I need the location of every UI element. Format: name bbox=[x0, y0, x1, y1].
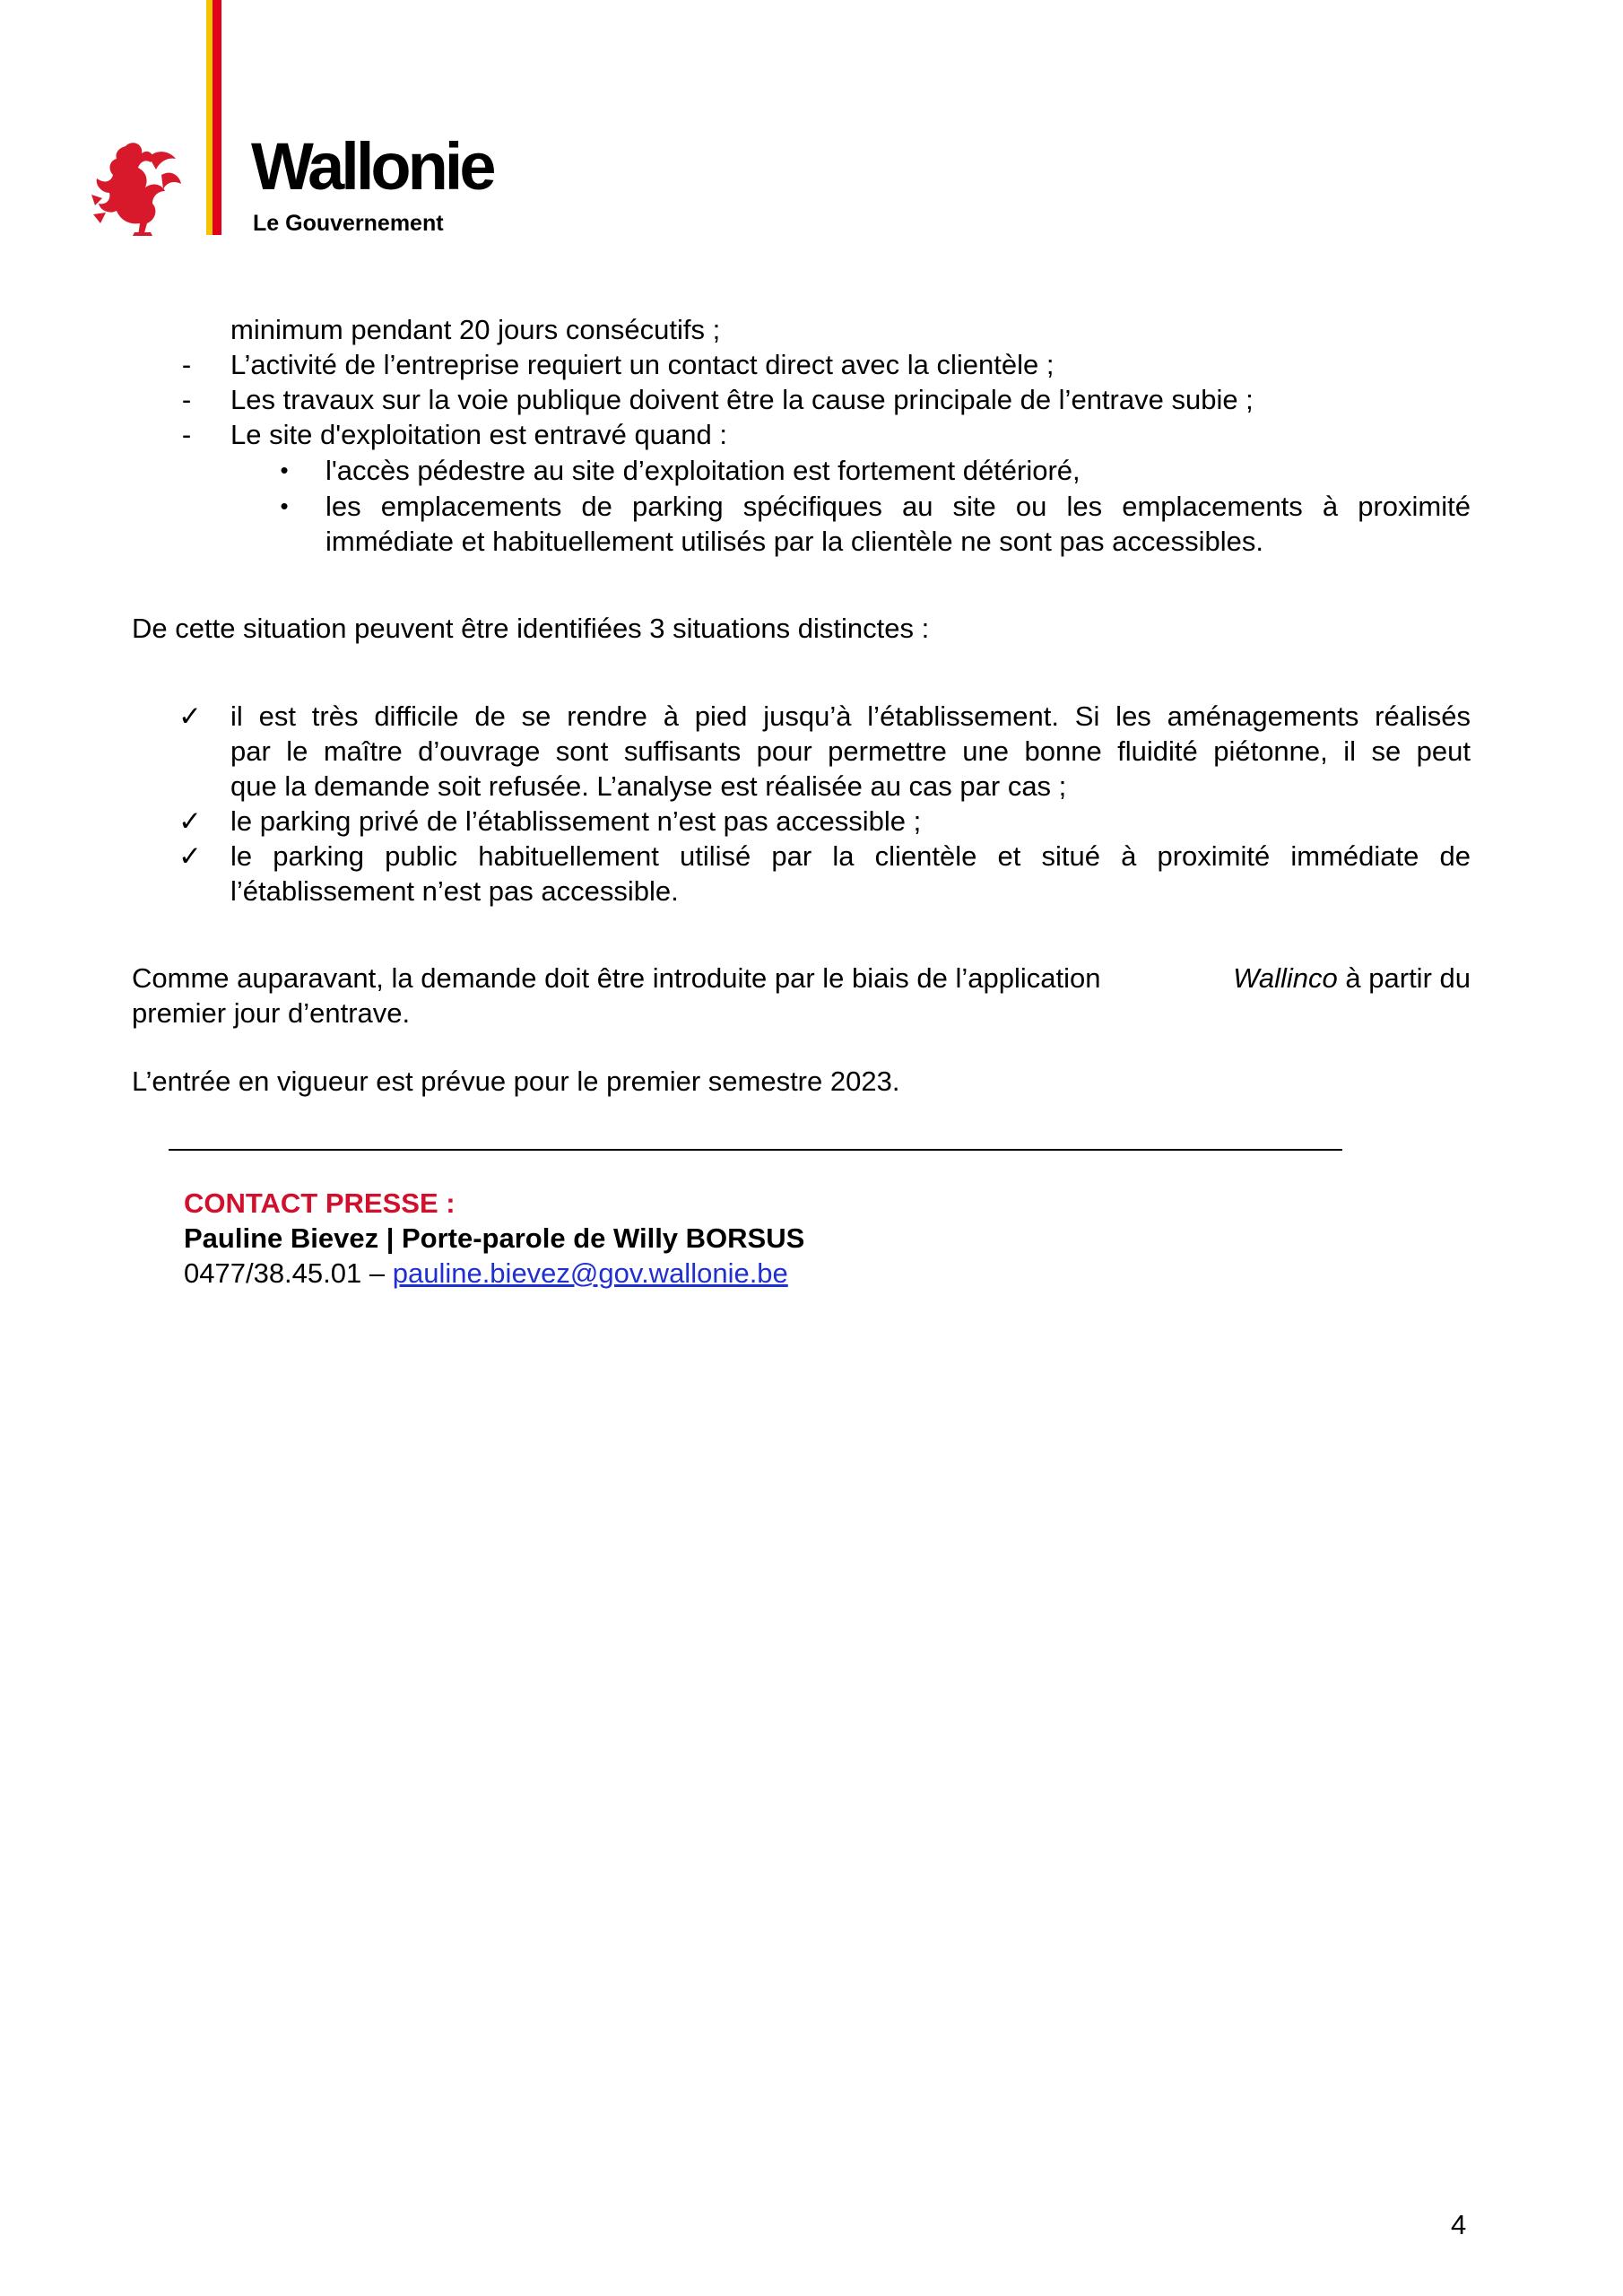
application-paragraph-line1 bbox=[132, 961, 1471, 996]
para-text: à partir du bbox=[1337, 962, 1471, 994]
contact-title: CONTACT PRESSE : bbox=[184, 1187, 456, 1219]
check-item-text: il est très difficile de se rendre à pied jusqu’à l’établissement. Si les aménagements réalisés bbox=[230, 700, 1471, 732]
check-item-text: le parking public habituellement utilisé par la clientèle et situé à proximité immédiate de bbox=[230, 840, 1471, 872]
contact-name: Pauline Bievez | Porte-parole de Willy BORSUS bbox=[184, 1222, 805, 1254]
check-item-text: le parking privé de l’établissement n’est pas accessible ; bbox=[230, 805, 922, 837]
rooster-logo-icon bbox=[90, 139, 183, 238]
para-text: Comme auparavant, la demande doit être introduite par le biais de l’application bbox=[132, 962, 1101, 994]
application-paragraph-line2: premier jour d’entrave. bbox=[132, 997, 411, 1029]
flag-bar-red bbox=[213, 0, 221, 235]
bullet-item-text: l'accès pédestre au site d’exploitation est fortement détérioré, bbox=[325, 455, 1081, 486]
dash-marker: - bbox=[181, 419, 192, 450]
separator-line bbox=[169, 1149, 1342, 1151]
app-name: Wallinco bbox=[1233, 962, 1338, 994]
flag-bar-yellow bbox=[206, 0, 213, 235]
dash-item-text: L’activité de l’entreprise requiert un contact direct avec la clientèle ; bbox=[230, 349, 1055, 380]
dash-item-text: Le site d'exploitation est entravé quand : bbox=[230, 419, 727, 450]
dash-marker: - bbox=[181, 349, 192, 380]
brand-subtitle: Le Gouvernement bbox=[253, 211, 444, 236]
check-icon: ✓ bbox=[178, 840, 202, 872]
bullet-item-text: immédiate et habituellement utilisés par la clientèle ne sont pas accessibles. bbox=[325, 526, 1263, 557]
brand-name: Wallonie bbox=[251, 129, 493, 204]
entry-into-force-paragraph: L’entrée en vigueur est prévue pour le premier semestre 2023. bbox=[132, 1065, 900, 1097]
contact-email-link[interactable]: pauline.bievez@gov.wallonie.be bbox=[392, 1257, 788, 1289]
para-spacer bbox=[1100, 961, 1233, 996]
bullet-marker: • bbox=[280, 457, 289, 483]
dash-item-text: Les travaux sur la voie publique doivent être la cause principale de l’entrave subie ; bbox=[230, 384, 1254, 415]
dash-marker: - bbox=[181, 384, 192, 415]
check-item-text: par le maître d’ouvrage sont suffisants pour permettre une bonne fluidité piétonne, il se peut bbox=[230, 735, 1471, 767]
page-number: 4 bbox=[1451, 2209, 1467, 2240]
check-icon: ✓ bbox=[178, 700, 202, 732]
contact-line bbox=[184, 1256, 788, 1291]
bullet-marker: • bbox=[280, 492, 289, 519]
intro-paragraph: De cette situation peuvent être identifiées 3 situations distinctes : bbox=[132, 613, 930, 644]
contact-phone: 0477/38.45.01 – bbox=[184, 1257, 393, 1289]
continuation-text: minimum pendant 20 jours consécutifs ; bbox=[230, 314, 721, 345]
check-icon: ✓ bbox=[178, 805, 202, 837]
bullet-item-text: les emplacements de parking spécifiques au site ou les emplacements à proximité bbox=[325, 491, 1471, 522]
check-item-text: l’établissement n’est pas accessible. bbox=[230, 875, 679, 907]
check-item-text: que la demande soit refusée. L’analyse est réalisée au cas par cas ; bbox=[230, 770, 1067, 802]
